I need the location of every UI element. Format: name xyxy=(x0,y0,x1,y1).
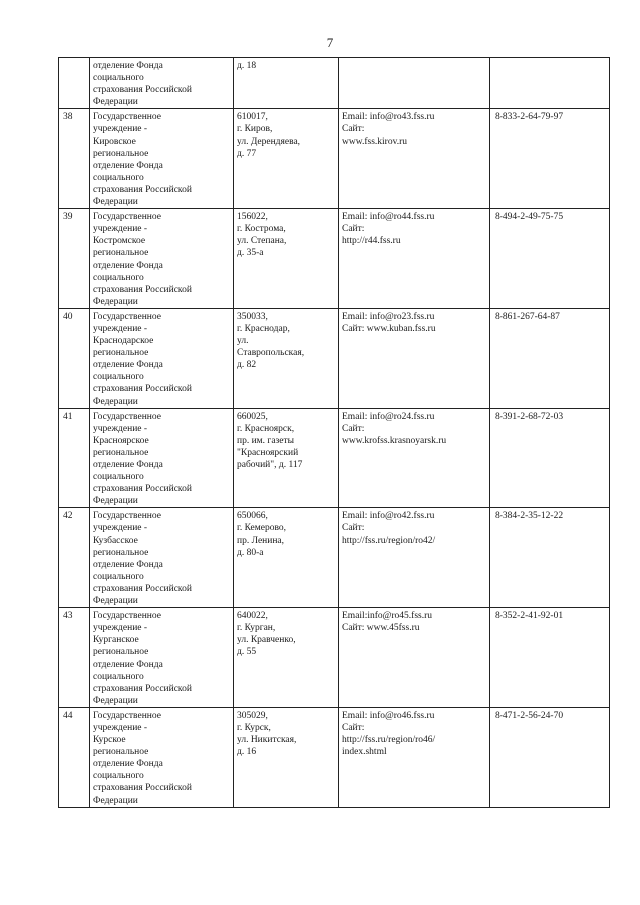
table-row xyxy=(59,608,610,708)
cell-line: региональное xyxy=(93,747,149,758)
cell-line: 660025, xyxy=(237,411,268,422)
cell-line: Государственное xyxy=(93,311,161,322)
cell-contacts xyxy=(339,209,490,309)
cell-name xyxy=(90,308,234,408)
cell-address xyxy=(234,508,339,608)
cell-line: ул. Никитская, xyxy=(237,735,297,746)
cell-line: региональное xyxy=(93,248,149,259)
cell-line: index.shtml xyxy=(342,747,387,758)
cell-line: г. Краснодар, xyxy=(237,323,290,334)
cell-number: 42 xyxy=(59,508,90,608)
table-body xyxy=(59,58,610,808)
cell-line: страхования Российской xyxy=(93,184,192,195)
cell-number: 40 xyxy=(59,308,90,408)
cell-line: Государственное xyxy=(93,611,161,622)
cell-line: региональное xyxy=(93,647,149,658)
cell-contacts xyxy=(339,109,490,209)
cell-line: Федерации xyxy=(93,296,138,307)
cell-line: страхования Российской xyxy=(93,85,192,96)
cell-line: социального xyxy=(93,571,144,582)
cell-address xyxy=(234,308,339,408)
cell-line: Государственное xyxy=(93,411,161,422)
cell-line: http://fss.ru/region/ro42/ xyxy=(342,535,436,546)
cell-name xyxy=(90,707,234,807)
cell-line: http://fss.ru/region/ro46/ xyxy=(342,735,436,746)
cell-line: социального xyxy=(93,73,144,84)
cell-line: Государственное xyxy=(93,710,161,721)
cell-line: учреждение - xyxy=(93,623,148,634)
cell-line: Ставропольская, xyxy=(237,348,305,359)
cell-name xyxy=(90,58,234,109)
cell-name xyxy=(90,608,234,708)
cell-contacts xyxy=(339,707,490,807)
cell-line: "Красноярский xyxy=(237,447,299,458)
cell-line: Сайт: xyxy=(342,224,365,235)
cell-phone: 8-861-267-64-87 xyxy=(490,308,610,408)
cell-line: учреждение - xyxy=(93,722,148,733)
cell-name xyxy=(90,508,234,608)
cell-line: д. 77 xyxy=(237,148,257,159)
cell-line: г. Красноярск, xyxy=(237,423,295,434)
cell-line: Федерации xyxy=(93,396,138,407)
table-row-continuation xyxy=(59,58,610,109)
cell-line: 610017, xyxy=(237,112,268,123)
cell-line: страхования Российской xyxy=(93,384,192,395)
cell-line: ул. xyxy=(237,336,249,347)
cell-line: Курганское xyxy=(93,635,139,646)
cell-line: Федерации xyxy=(93,97,138,108)
table-row xyxy=(59,508,610,608)
cell-line: учреждение - xyxy=(93,423,148,434)
cell-number: 41 xyxy=(59,408,90,508)
cell-line: страхования Российской xyxy=(93,783,192,794)
table-row xyxy=(59,209,610,309)
cell-line: учреждение - xyxy=(93,523,148,534)
cell-address xyxy=(234,608,339,708)
cell-line: Федерации xyxy=(93,496,138,507)
cell-name xyxy=(90,408,234,508)
cell-line: www.krofss.krasnoyarsk.ru xyxy=(342,435,447,446)
cell-line: Государственное xyxy=(93,112,161,123)
cell-line: отделение Фонда xyxy=(93,61,163,71)
cell-line: Кировское xyxy=(93,136,136,147)
cell-contacts xyxy=(339,308,490,408)
cell-line: учреждение - xyxy=(93,224,148,235)
cell-line: отделение Фонда xyxy=(93,659,163,670)
table-row xyxy=(59,707,610,807)
cell-line: страхования Российской xyxy=(93,284,192,295)
cell-line: Сайт: www.kuban.fss.ru xyxy=(342,323,436,334)
cell-address xyxy=(234,707,339,807)
cell-line: http://r44.fss.ru xyxy=(342,236,401,247)
cell-line: отделение Фонда xyxy=(93,360,163,371)
table-row xyxy=(59,408,610,508)
cell-line: д. 80-а xyxy=(237,547,264,558)
cell-contacts xyxy=(339,58,490,109)
cell-line: д. 55 xyxy=(237,647,257,658)
cell-line: г. Киров, xyxy=(237,124,273,135)
cell-line: страхования Российской xyxy=(93,583,192,594)
cell-line: д. 35-а xyxy=(237,248,264,259)
cell-line: социального xyxy=(93,272,144,283)
cell-contacts xyxy=(339,408,490,508)
cell-line: социального xyxy=(93,172,144,183)
cell-line: региональное xyxy=(93,148,149,159)
table xyxy=(58,57,610,808)
cell-contacts xyxy=(339,508,490,608)
cell-line: Сайт: xyxy=(342,423,365,434)
cell-address xyxy=(234,209,339,309)
fss-offices-table xyxy=(58,57,609,822)
cell-address xyxy=(234,408,339,508)
cell-line: региональное xyxy=(93,447,149,458)
cell-number xyxy=(59,58,90,109)
cell-line: Краснодарское xyxy=(93,336,154,347)
cell-line: отделение Фонда xyxy=(93,260,163,271)
cell-phone: 8-352-2-41-92-01 xyxy=(490,608,610,708)
cell-line: Федерации xyxy=(93,795,138,806)
cell-line: г. Курган, xyxy=(237,623,276,634)
cell-line: пр. им. газеты xyxy=(237,435,295,446)
cell-phone: 8-384-2-35-12-22 xyxy=(490,508,610,608)
cell-line: региональное xyxy=(93,348,149,359)
cell-line: Федерации xyxy=(93,197,138,208)
cell-name xyxy=(90,109,234,209)
cell-line: Email: info@ro43.fss.ru xyxy=(342,112,435,123)
cell-address xyxy=(234,109,339,209)
cell-line: ул. Степана, xyxy=(237,236,287,247)
cell-phone: 8-471-2-56-24-70 xyxy=(490,707,610,807)
cell-line: г. Курск, xyxy=(237,722,271,733)
table-row xyxy=(59,109,610,209)
cell-line: 640022, xyxy=(237,611,268,622)
cell-name xyxy=(90,209,234,309)
cell-line: Сайт: xyxy=(342,722,365,733)
cell-line: учреждение - xyxy=(93,323,148,334)
cell-line: г. Кемерово, xyxy=(237,523,287,534)
cell-number: 38 xyxy=(59,109,90,209)
cell-line: социального xyxy=(93,472,144,483)
cell-phone: 8-833-2-64-79-97 xyxy=(490,109,610,209)
cell-line: страхования Российской xyxy=(93,683,192,694)
cell-line: Кузбасское xyxy=(93,535,138,546)
cell-line: д. 16 xyxy=(237,747,257,758)
cell-line: Email: info@ro23.fss.ru xyxy=(342,311,435,322)
cell-line: Государственное xyxy=(93,212,161,223)
cell-line: Email:info@ro45.fss.ru xyxy=(342,611,433,622)
cell-line: отделение Фонда xyxy=(93,160,163,171)
cell-line: д. 18 xyxy=(237,61,257,71)
cell-line: социального xyxy=(93,372,144,383)
cell-line: ул. Кравченко, xyxy=(237,635,296,646)
cell-line: www.fss.kirov.ru xyxy=(342,136,407,147)
cell-line: д. 82 xyxy=(237,360,257,371)
cell-line: Email: info@ro42.fss.ru xyxy=(342,511,435,522)
cell-line: Email: info@ro46.fss.ru xyxy=(342,710,435,721)
cell-line: учреждение - xyxy=(93,124,148,135)
cell-phone: 8-494-2-49-75-75 xyxy=(490,209,610,309)
cell-line: Сайт: xyxy=(342,523,365,534)
cell-line: Email: info@ro24.fss.ru xyxy=(342,411,435,422)
cell-line: Федерации xyxy=(93,596,138,607)
cell-line: Сайт: xyxy=(342,124,365,135)
cell-number: 43 xyxy=(59,608,90,708)
cell-line: Костромское xyxy=(93,236,146,247)
cell-line: отделение Фонда xyxy=(93,559,163,570)
cell-phone xyxy=(490,58,610,109)
cell-line: рабочий", д. 117 xyxy=(237,460,303,470)
cell-line: 156022, xyxy=(237,212,268,223)
cell-number: 39 xyxy=(59,209,90,309)
cell-line: страхования Российской xyxy=(93,484,192,495)
cell-line: социального xyxy=(93,671,144,682)
cell-phone: 8-391-2-68-72-03 xyxy=(490,408,610,508)
cell-line: социального xyxy=(93,771,144,782)
cell-line: Сайт: www.45fss.ru xyxy=(342,623,420,634)
cell-line: Федерации xyxy=(93,695,138,706)
page-number: 7 xyxy=(326,35,334,50)
cell-line: отделение Фонда xyxy=(93,759,163,770)
cell-line: пр. Ленина, xyxy=(237,535,285,546)
cell-line: отделение Фонда xyxy=(93,460,163,470)
cell-line: Красноярское xyxy=(93,435,149,446)
cell-line: Курское xyxy=(93,735,126,746)
cell-line: 350033, xyxy=(237,311,268,322)
cell-number: 44 xyxy=(59,707,90,807)
cell-line: ул. Дерендяева, xyxy=(237,136,301,147)
table-row xyxy=(59,308,610,408)
cell-line: 650066, xyxy=(237,511,268,522)
cell-line: Государственное xyxy=(93,511,161,522)
cell-line: г. Кострома, xyxy=(237,224,286,235)
cell-line: 305029, xyxy=(237,710,268,721)
cell-line: Email: info@ro44.fss.ru xyxy=(342,212,435,223)
cell-address xyxy=(234,58,339,109)
cell-contacts xyxy=(339,608,490,708)
cell-line: региональное xyxy=(93,547,149,558)
